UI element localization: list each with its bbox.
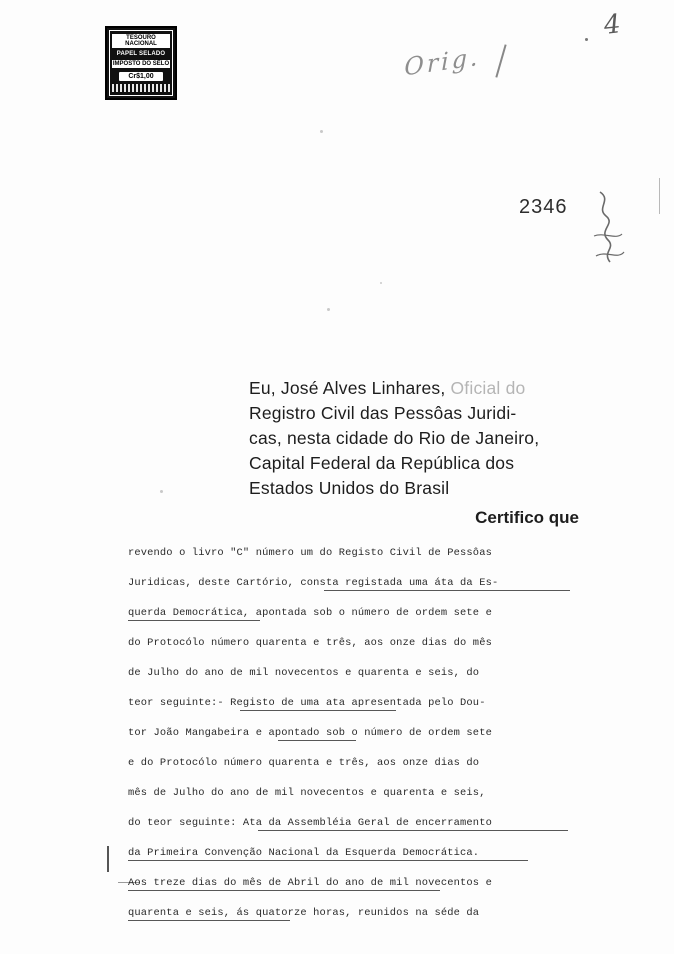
body-line [128, 868, 570, 898]
heading-line-3: cas, nesta cidade do Rio de Janeiro, [249, 428, 540, 448]
body-line [128, 568, 570, 598]
stamp-bars [112, 84, 170, 92]
body-line [128, 718, 570, 748]
certificate-heading [249, 376, 579, 501]
body-line [128, 778, 570, 808]
underline [278, 740, 356, 741]
page-edge-line [659, 178, 660, 214]
handwritten-stroke [495, 44, 506, 77]
body-line-text: revendo o livro "C" número um do Registo Civil de Pessôas [128, 547, 492, 559]
heading-line-4: Capital Federal da República dos [249, 453, 515, 473]
body-line [128, 838, 570, 868]
body-line [128, 628, 570, 658]
body-line [128, 748, 570, 778]
body-line-text: de Julho do ano de mil novecentos e quarenta e seis, do [128, 667, 480, 679]
scan-speck [327, 308, 330, 311]
body-line [128, 658, 570, 688]
underline [128, 920, 290, 921]
underline [324, 590, 570, 591]
body-line [128, 598, 570, 628]
stamp-line-tesouro: TESOURO NACIONAL [112, 34, 169, 48]
body-line [128, 538, 570, 568]
ink-dot [585, 38, 588, 41]
underline [128, 620, 260, 621]
certifico-label: Certifico que [475, 508, 579, 527]
body-line [128, 898, 570, 928]
underline [240, 710, 396, 711]
body-line-text: Aos treze dias do mês de Abril do ano de mil novecentos e [128, 877, 492, 889]
body-line-text: do teor seguinte: Ata da Assembléia Geral de encerramento [128, 817, 492, 829]
handwritten-note-top: Orig. [404, 42, 481, 82]
body-line-text: tor João Mangabeira e apontado sob o número de ordem sete [128, 727, 492, 739]
stamp-line-papel: PAPEL SELADO [116, 51, 166, 58]
document-number: 2346 [519, 196, 568, 218]
fiscal-stamp [105, 26, 177, 100]
fiscal-stamp-inner [109, 30, 173, 96]
body-line [128, 808, 570, 838]
stamp-line-imposto: IMPOSTO DO SÊLO [112, 61, 170, 68]
body-line-text: e do Protocólo número quarenta e três, aos onze dias do [128, 757, 480, 769]
body-line [128, 688, 570, 718]
body-line-text: do Protocólo número quarenta e três, aos onze dias do mês [128, 637, 492, 649]
body-line-text: Juridicas, deste Cartório, consta registada uma áta da Es- [128, 577, 499, 589]
body-line-text: mês de Julho do ano de mil novecentos e quarenta e seis, [128, 787, 486, 799]
stamp-value: Cr$1,00 [119, 72, 162, 81]
scan-speck [320, 130, 323, 133]
body-line-text: quarenta e seis, ás quatorze horas, reunidos na séde da [128, 907, 480, 919]
body-line-text: teor seguinte:- Registo de uma ata apresentada pelo Dou- [128, 697, 486, 709]
underline [258, 830, 568, 831]
underline [128, 860, 528, 861]
scan-speck [160, 490, 163, 493]
heading-faded-text: Oficial do [450, 378, 526, 398]
document-body [128, 538, 570, 928]
body-line-text: da Primeira Convenção Nacional da Esquerda Democrática. [128, 847, 480, 859]
handwritten-rubric [592, 190, 626, 266]
body-line-text: querda Democrática, apontada sob o número de ordem sete e [128, 607, 492, 619]
heading-line-1: Eu, José Alves Linhares, [249, 378, 446, 398]
scan-speck [380, 282, 382, 284]
heading-line-5: Estados Unidos do Brasil [249, 478, 450, 498]
margin-mark [107, 846, 109, 872]
heading-line-2: Registro Civil das Pessôas Juridi- [249, 403, 517, 423]
underline [128, 890, 440, 891]
handwritten-page-number: 4 [602, 9, 623, 41]
